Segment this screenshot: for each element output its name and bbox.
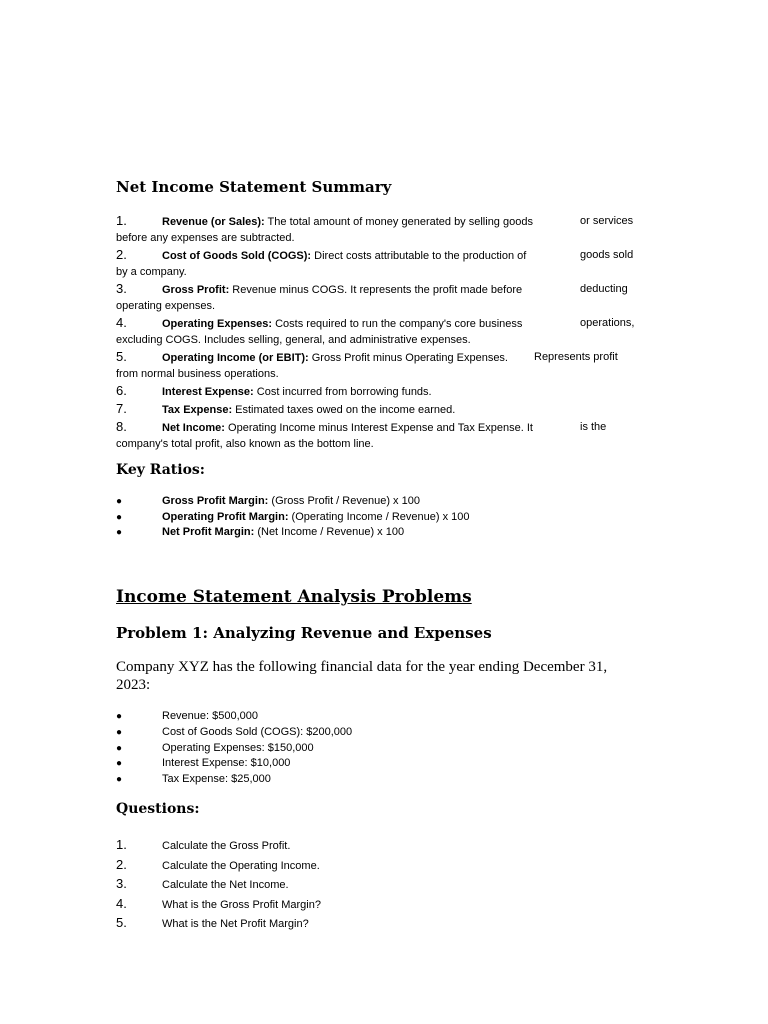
item-text: Estimated taxes owed on the income earned. [232, 404, 456, 416]
item-text: Revenue minus COGS. It represents the profit made before [229, 284, 523, 296]
item-term: Gross Profit: [162, 284, 230, 296]
item-number: 3. [116, 281, 127, 296]
bullet-icon: ● [116, 774, 123, 786]
item-text-cont: from normal business operations. [116, 368, 279, 380]
ratio-formula: (Net Income / Revenue) x 100 [254, 526, 405, 538]
questions-list [116, 836, 321, 934]
item-text-cont: excluding COGS. Includes selling, general, and administrative expenses. [116, 334, 471, 346]
bullet-icon: ● [116, 496, 123, 507]
data-text: Revenue: $500,000 [162, 710, 259, 722]
list-item [116, 510, 469, 526]
question-text: Calculate the Net Income. [162, 879, 289, 892]
item-number: 6. [116, 383, 127, 398]
summary-item [116, 401, 646, 418]
list-item [116, 525, 469, 541]
summary-item [116, 383, 646, 400]
questions-title: Questions: [116, 801, 200, 817]
question-text: What is the Gross Profit Margin? [162, 898, 321, 911]
item-number: 1. [116, 213, 127, 228]
key-ratios-title: Key Ratios: [116, 462, 205, 478]
item-number: 8. [116, 419, 127, 434]
list-item [116, 741, 352, 757]
list-item [116, 725, 352, 741]
ratio-formula: (Gross Profit / Revenue) x 100 [268, 495, 420, 507]
summary-item [116, 315, 646, 348]
problem-1-title: Problem 1: Analyzing Revenue and Expenses [116, 624, 492, 642]
summary-title: Net Income Statement Summary [116, 178, 392, 196]
item-text-cont: company's total profit, also known as the bottom line. [116, 438, 374, 450]
data-text: Cost of Goods Sold (COGS): $200,000 [162, 725, 353, 738]
item-number: 2. [116, 247, 127, 262]
key-ratios-list [116, 494, 469, 541]
item-term: Revenue (or Sales): [162, 216, 265, 228]
question-text: Calculate the Operating Income. [162, 859, 320, 872]
question-item [116, 914, 321, 934]
item-text-tail: or services [580, 215, 634, 227]
ratio-term: Net Profit Margin: [162, 526, 255, 538]
question-text: Calculate the Gross Profit. [162, 840, 291, 852]
summary-item [116, 247, 646, 280]
summary-list [116, 213, 646, 452]
question-item [116, 856, 321, 876]
question-number: 1. [116, 837, 127, 852]
list-item [116, 709, 352, 725]
item-text: Cost incurred from borrowing funds. [253, 386, 432, 398]
problems-title: Income Statement Analysis Problems [116, 587, 472, 607]
question-item [116, 875, 321, 895]
item-text-tail: is the [580, 421, 607, 433]
item-number: 5. [116, 349, 127, 364]
ratio-term: Operating Profit Margin: [162, 510, 289, 523]
problem-1-intro: Company XYZ has the following financial data for the year ending December 31, 2023: [116, 659, 608, 693]
financial-data-list [116, 709, 352, 788]
question-number: 5. [116, 915, 127, 931]
item-term: Operating Expenses: [162, 318, 273, 330]
summary-item [116, 213, 646, 246]
bullet-icon: ● [116, 758, 123, 770]
summary-item [116, 281, 646, 314]
bullet-icon: ● [116, 726, 123, 738]
data-text: Interest Expense: $10,000 [162, 757, 291, 770]
data-text: Operating Expenses: $150,000 [162, 741, 314, 754]
item-text-cont: operating expenses. [116, 300, 216, 312]
question-number: 3. [116, 876, 127, 892]
item-term: Interest Expense: [162, 386, 254, 398]
list-item [116, 494, 469, 510]
item-text-tail: Represents profit [534, 351, 618, 363]
question-item [116, 836, 321, 856]
bullet-icon: ● [116, 527, 123, 538]
item-number: 7. [116, 401, 127, 416]
item-text: The total amount of money generated by selling goods [264, 216, 533, 228]
item-text-cont: by a company. [116, 266, 187, 278]
question-number: 2. [116, 856, 127, 872]
item-text-tail: goods sold [580, 249, 634, 261]
summary-item [116, 349, 646, 382]
item-text-tail: deducting [580, 283, 628, 295]
ratio-term: Gross Profit Margin: [162, 495, 269, 507]
summary-item [116, 419, 646, 452]
item-term: Cost of Goods Sold (COGS): [162, 250, 312, 262]
list-item [116, 772, 352, 788]
question-item [116, 895, 321, 915]
item-number: 4. [116, 315, 127, 330]
item-term: Net Income: [162, 422, 225, 434]
item-text: Gross Profit minus Operating Expenses. [308, 352, 508, 364]
bullet-icon: ● [116, 511, 123, 523]
data-text: Tax Expense: $25,000 [162, 773, 271, 786]
question-text: What is the Net Profit Margin? [162, 918, 309, 931]
item-text-tail: operations, [580, 317, 635, 329]
item-text-cont: before any expenses are subtracted. [116, 232, 295, 244]
bullet-icon: ● [116, 711, 123, 722]
ratio-formula: (Operating Income / Revenue) x 100 [288, 510, 470, 523]
item-term: Operating Income (or EBIT): [162, 352, 309, 364]
item-text: Costs required to run the company's core business [272, 318, 523, 330]
item-text: Direct costs attributable to the production of [311, 250, 527, 262]
bullet-icon: ● [116, 742, 123, 754]
question-number: 4. [116, 895, 127, 911]
item-term: Tax Expense: [162, 404, 233, 416]
list-item [116, 756, 352, 772]
item-text: Operating Income minus Interest Expense and Tax Expense. It [224, 422, 533, 434]
